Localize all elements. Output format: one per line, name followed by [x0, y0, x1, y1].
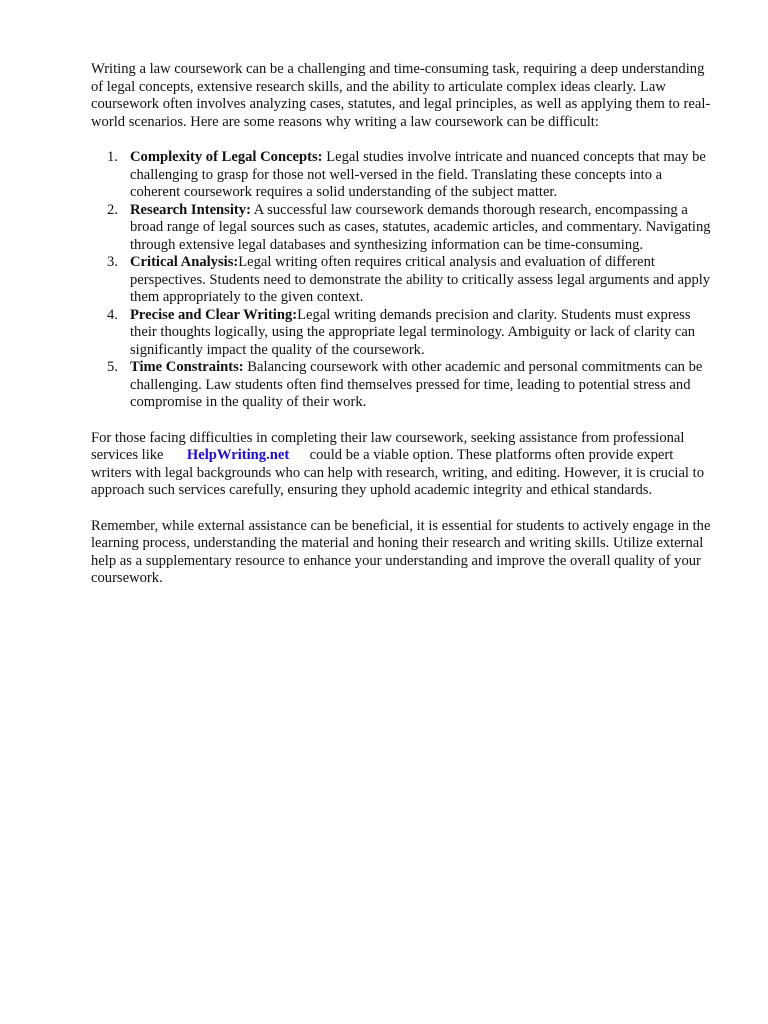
intro-paragraph: Writing a law coursework can be a challenging and time-consuming task, requiring a deep understanding of legal concepts, extensive research skills, and the ability to articulate complex ideas clearly. Law coursework often involves analyzing cases, statutes, and legal principles, as well as applying them to real-world scenarios. Here are some reasons why writing a law coursework can be difficult: — [91, 61, 711, 130]
list-item-term: Critical Analysis: — [130, 254, 239, 270]
list-item — [91, 307, 713, 360]
closing-paragraph: Remember, while external assistance can be beneficial, it is essential for students to actively engage in the learning process, understanding the material and honing their research and writing skills. Utilize external help as a supplementary resource to enhance your understanding and improve the overall quality of your coursework. — [91, 517, 711, 586]
list-item-number: 1. — [107, 149, 118, 165]
list-item-text: Balancing coursework with other academic and personal commitments can be challenging. Law students often find themselves pressed for time, leading to potential stress and compromise in the quality of their work. — [130, 359, 703, 410]
list-item-number: 4. — [107, 306, 118, 323]
list-item — [91, 149, 713, 202]
list-item — [91, 254, 713, 307]
list-item-term: Time Constraints: — [130, 359, 244, 375]
list-item — [91, 359, 713, 412]
assistance-paragraph — [91, 430, 713, 500]
list-item-term: Research Intensity: — [130, 201, 251, 218]
reasons-list — [91, 149, 713, 412]
list-item — [91, 202, 713, 255]
document-page — [91, 61, 713, 588]
list-item-number: 2. — [107, 201, 118, 218]
assistance-text-after: could be a viable option. These platforms often provide expert writers with legal backgrounds who can help with research, writing, and editing. However, it is crucial to approach such services carefully, ensuring they uphold academic integrity and ethical standards. — [91, 447, 704, 498]
list-item-text: Legal writing often requires critical analysis and evaluation of different perspectives. Students need to demonstrate the ability to critically assess legal arguments and apply them appropriately to the given context. — [130, 254, 711, 305]
list-item-text: A successful law coursework demands thorough research, encompassing a broad range of legal sources such as cases, statutes, academic articles, and commentary. Navigating through extensive legal databases and synthesizing information can be time-consuming. — [130, 201, 711, 253]
list-item-number: 3. — [107, 254, 118, 270]
list-item-number: 5. — [107, 359, 118, 375]
list-item-text: Legal writing demands precision and clarity. Students must express their thoughts logically, using the appropriate legal terminology. Ambiguity or lack of clarity can significantly impact the quality of the coursework. — [130, 306, 696, 358]
list-item-term: Complexity of Legal Concepts: — [130, 149, 323, 165]
list-item-text: Legal studies involve intricate and nuanced concepts that may be challenging to grasp for those not well-versed in the field. Translating these concepts into a coherent coursework requires a solid understanding of the subject matter. — [130, 149, 706, 200]
list-item-term: Precise and Clear Writing: — [130, 306, 298, 323]
helpwriting-link[interactable]: HelpWriting.net — [186, 447, 290, 463]
assistance-text-before: For those facing difficulties in completing their law coursework, seeking assistance from professional services like — [91, 429, 685, 463]
